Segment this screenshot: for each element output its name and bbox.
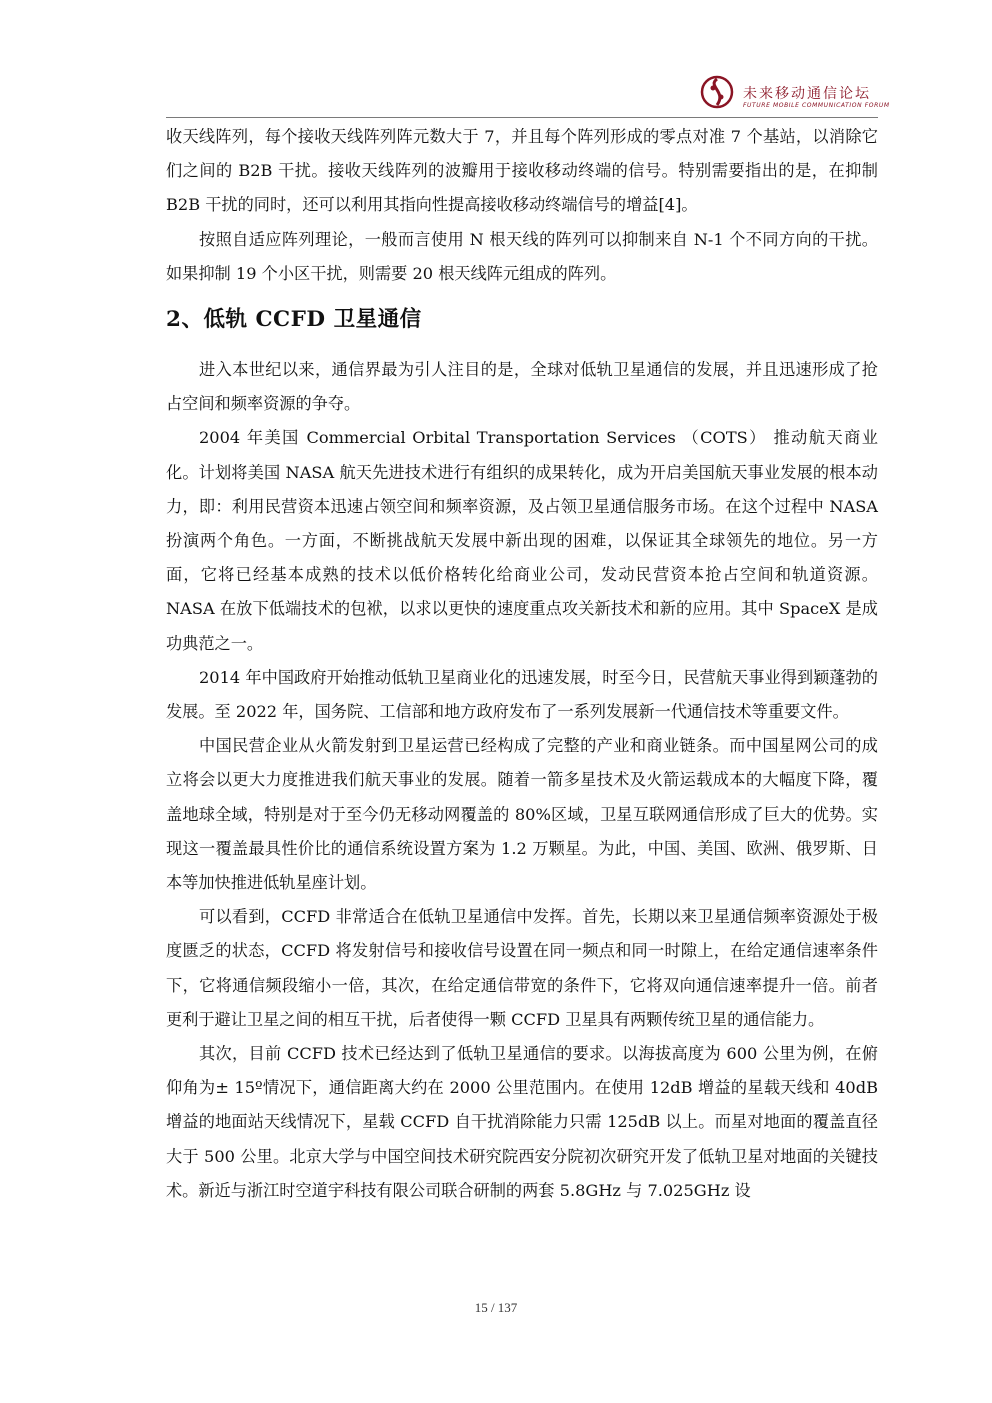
paragraph: 中国民营企业从火箭发射到卫星运营已经构成了完整的产业和商业链条。而中国星网公司的成立将会以更大力度推进我们航天事业的发展。随着一箭多星技术及火箭运载成本的大幅度下降，覆盖地球全域，特别是对于至今仍无移动网覆盖的 80%区域，卫星互联网通信形成了巨大的优势。实现这一覆盖最具性价比的通信系统设置方案为 1.2 万颗星。为此，中国、美国、欧洲、俄罗斯、日本等加快推进低轨星座计划。	[166, 736, 878, 893]
paragraph: 可以看到，CCFD 非常适合在低轨卫星通信中发挥。首先，长期以来卫星通信频率资源处于极度匮乏的状态，CCFD 将发射信号和接收信号设置在同一频点和同一时隙上，在给定通信速率条件下，它将通信频段缩小一倍，其次，在给定通信带宽的条件下，它将双向通信速率提升一倍。前者更利于避让卫星之间的相互干扰，后者使得一颗 CCFD 卫星具有两颗传统卫星的通信能力。	[166, 907, 878, 1029]
section-heading: 2、低轨 CCFD 卫星通信	[166, 307, 422, 333]
header-rule	[166, 117, 878, 118]
page-number: 15 / 137	[474, 1300, 518, 1315]
paragraph: 2004 年美国 Commercial Orbital Transportation Services （COTS） 推动航天商业化。计划将美国 NASA 航天先进技术进行有组织的成果转化，成为开启美国航天事业发展的根本动力，即：利用民营资本迅速占领空间和频率资源，及占领卫星通信服务市场。在这个过程中 NASA 扮演两个角色。一方面，不断挑战航天发展中新出现的困难，以保证其全球领先的地位。另一方面，它将已经基本成熟的技术以低价格转化给商业公司，发动民营资本抢占空间和轨道资源。NASA 在放下低端技术的包袱，以求以更快的速度重点攻关新技术和新的应用。其中 SpaceX 是成功典范之一。	[166, 428, 878, 653]
forum-name-english: FUTURE MOBILE COMMUNICATION FORUM	[743, 102, 890, 109]
paragraph: 2014 年中国政府开始推动低轨卫星商业化的迅速发展，时至今日，民营航天事业得到颖蓬勃的发展。至 2022 年，国务院、工信部和地方政府发布了一系列发展新一代通信技术等重要文件。	[166, 667, 878, 722]
forum-logo-icon	[699, 74, 735, 110]
forum-name: 未来移动通信论坛	[743, 86, 871, 102]
forum-header-logo	[699, 74, 890, 114]
page-content	[166, 120, 878, 1208]
paragraph: 收天线阵列，每个接收天线阵列阵元数大于 7，并且每个阵列形成的零点对准 7 个基站，以消除它们之间的 B2B 干扰。接收天线阵列的波瓣用于接收移动终端的信号。特别需要指出的是，在抑制 B2B 干扰的同时，还可以利用其指向性提高接收移动终端信号的增益[4]。	[166, 127, 878, 215]
paragraph: 进入本世纪以来，通信界最为引人注目的是，全球对低轨卫星通信的发展，并且迅速形成了抢占空间和频率资源的争夺。	[166, 360, 878, 414]
paragraph: 按照自适应阵列理论，一般而言使用 N 根天线的阵列可以抑制来自 N-1 个不同方向的干扰。如果抑制 19 个小区干扰，则需要 20 根天线阵元组成的阵列。	[166, 229, 878, 283]
paragraph: 其次，目前 CCFD 技术已经达到了低轨卫星通信的要求。以海拔高度为 600 公里为例，在俯仰角为± 15º情况下，通信距离大约在 2000 公里范围内。在使用 12dB 增益的星载天线和 40dB 增益的地面站天线情况下，星载 CCFD 自干扰消除能力只需 125dB 以上。而星对地面的覆盖直径大于 500 公里。北京大学与中国空间技术研究院西安分院初次研究开发了低轨卫星对地面的关键技术。新近与浙江时空道宇科技有限公司联合研制的两套 5.8GHz 与 7.025GHz 设	[166, 1044, 878, 1200]
